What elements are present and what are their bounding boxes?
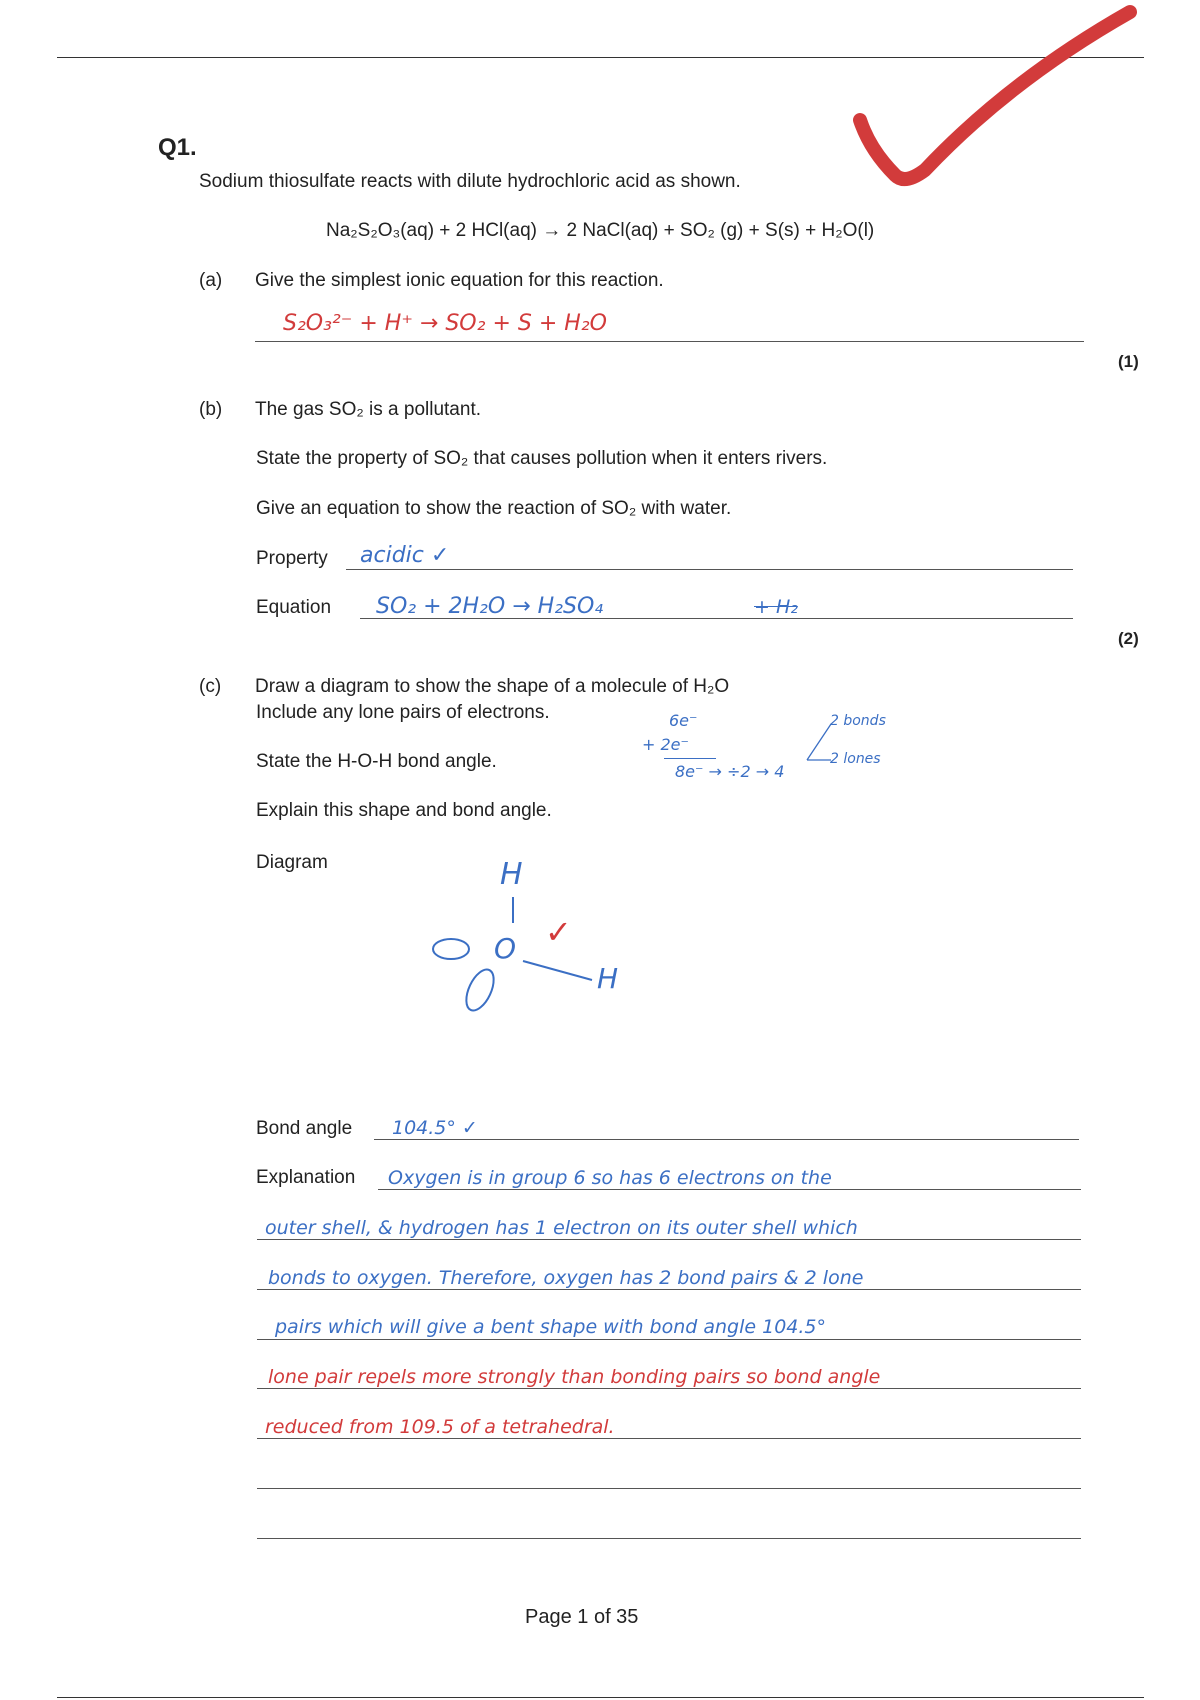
diagram-label: Diagram (256, 852, 328, 873)
property-label: Property (256, 548, 328, 569)
working-sum-line (664, 758, 716, 759)
part-b-marks: (2) (1118, 629, 1139, 648)
explanation-line-4: pairs which will give a bent shape with bond angle 104.5° (275, 1316, 827, 1338)
part-b-line3: Give an equation to show the reaction of SO₂ with water. (256, 498, 732, 519)
working-electrons-2: + 2e⁻ (642, 735, 689, 754)
part-c-line3: State the H-O-H bond angle. (256, 751, 497, 772)
part-a-answer-line (255, 341, 1084, 342)
part-c-label: (c) (199, 676, 222, 697)
explanation-rule-2 (257, 1239, 1081, 1240)
property-answer-line (346, 569, 1073, 570)
part-c-line4: Explain this shape and bond angle. (256, 800, 552, 821)
bond-angle-label: Bond angle (256, 1118, 353, 1139)
big-tick-icon (850, 0, 1140, 190)
question-intro: Sodium thiosulfate reacts with dilute hydrochloric acid as shown. (199, 171, 741, 192)
reaction-equation: Na₂S₂O₃(aq) + 2 HCl(aq) → 2 NaCl(aq) + SO₂ (g) + S(s) + H₂O(l) (326, 220, 875, 241)
atom-h-right: H (597, 962, 619, 995)
explanation-line-2: outer shell, & hydrogen has 1 electron on its outer shell which (265, 1217, 858, 1239)
part-a-prompt: Give the simplest ionic equation for this reaction. (255, 270, 664, 291)
bottom-rule (57, 1697, 1144, 1698)
equation-label: Equation (256, 597, 332, 618)
explanation-line-6: reduced from 109.5 of a tetrahedral. (265, 1416, 615, 1438)
part-c-line2: Include any lone pairs of electrons. (256, 702, 550, 723)
working-bonds: 2 bonds (830, 713, 886, 729)
part-c-line1: Draw a diagram to show the shape of a molecule of H₂O (255, 676, 730, 697)
page-number: Page 1 of 35 (525, 1606, 639, 1628)
part-b-line1: The gas SO₂ is a pollutant. (255, 399, 481, 420)
explanation-rule-4 (257, 1339, 1081, 1340)
explanation-line-1: Oxygen is in group 6 so has 6 electrons on the (388, 1167, 832, 1189)
atom-o: O (494, 932, 517, 965)
working-branch-icon (805, 720, 835, 766)
explanation-rule-8 (257, 1538, 1081, 1539)
equation-crossed-out: + H₂ (754, 596, 798, 618)
diagram-tick: ✓ (545, 913, 572, 951)
water-molecule-diagram (420, 855, 640, 1025)
part-a-label: (a) (199, 270, 223, 291)
property-answer: acidic ✓ (360, 543, 450, 568)
atom-h-top: H (500, 857, 523, 892)
explanation-line-5: lone pair repels more strongly than bonding pairs so bond angle (268, 1366, 881, 1388)
bond-angle-answer: 104.5° ✓ (392, 1117, 478, 1139)
part-a-marks: (1) (1118, 352, 1139, 371)
explanation-rule-5 (257, 1388, 1081, 1389)
explanation-rule-3 (257, 1289, 1081, 1290)
explanation-line-3: bonds to oxygen. Therefore, oxygen has 2 bond pairs & 2 lone (268, 1267, 864, 1289)
bond-angle-answer-line (374, 1139, 1079, 1140)
explanation-rule-6 (257, 1438, 1081, 1439)
part-b-line2: State the property of SO₂ that causes pollution when it enters rivers. (256, 448, 828, 469)
explanation-label: Explanation (256, 1167, 356, 1188)
working-lones: 2 lones (830, 751, 881, 767)
explanation-rule-7 (257, 1488, 1081, 1489)
part-a-answer: S₂O₃²⁻ + H⁺ → SO₂ + S + H₂O (283, 311, 607, 336)
equation-answer: SO₂ + 2H₂O → H₂SO₄ (376, 594, 604, 619)
part-b-label: (b) (199, 399, 223, 420)
equation-answer-line (360, 618, 1073, 619)
working-electrons-total: 8e⁻ → ÷2 → 4 (675, 762, 785, 781)
explanation-rule-1 (378, 1189, 1081, 1190)
working-electrons-1: 6e⁻ (669, 711, 698, 730)
question-number: Q1. (158, 134, 197, 161)
